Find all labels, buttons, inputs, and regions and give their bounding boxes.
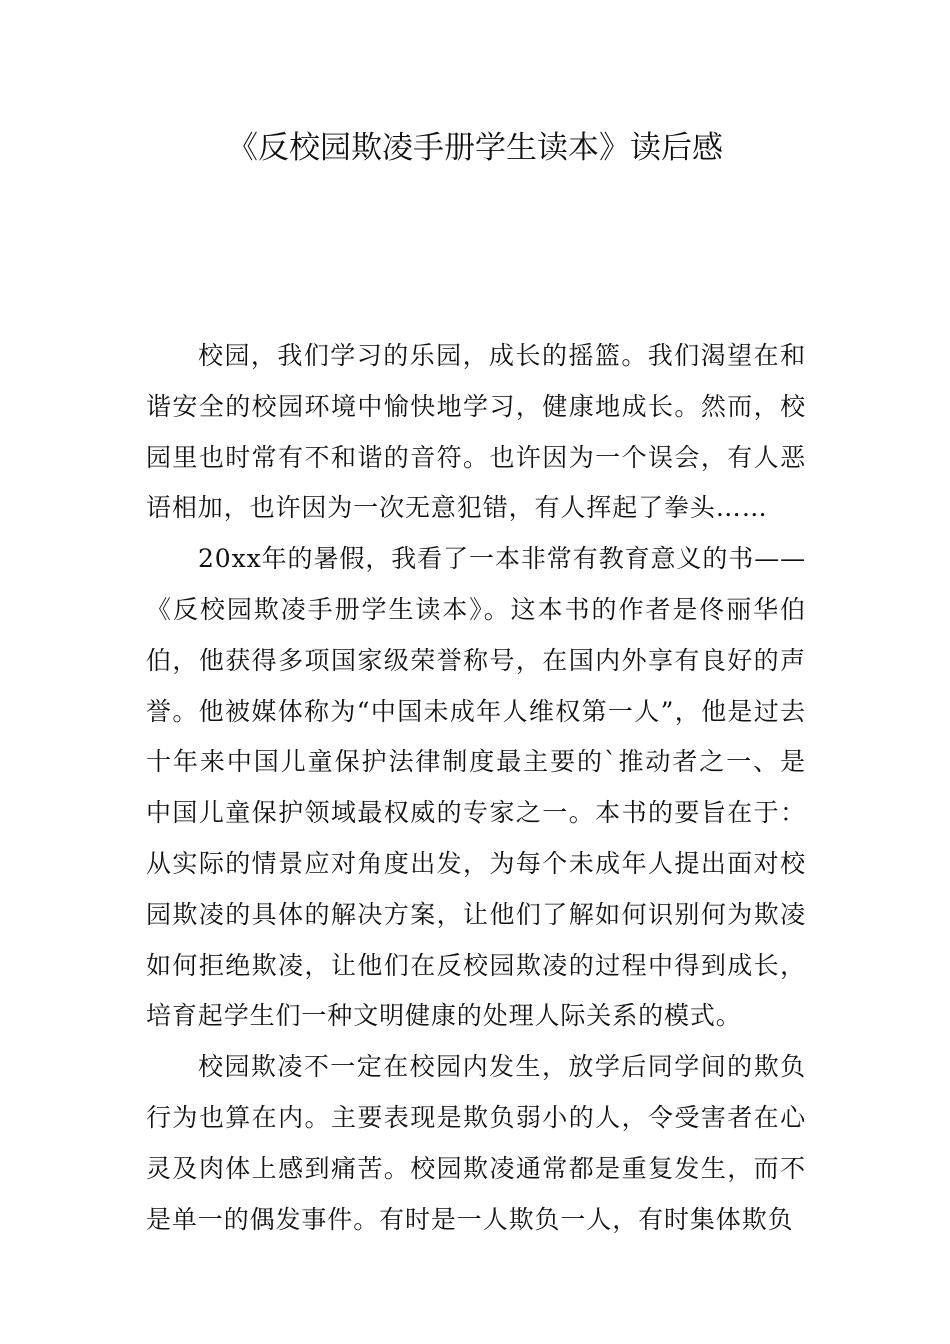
document-body <box>146 331 806 1245</box>
paragraph-book-introduction: 20xx年的暑假，我看了一本非常有教育意义的书——《反校园欺凌手册学生读本》。这本书的作者是佟丽华伯伯，他获得多项国家级荣誉称号，在国内外享有良好的声誉。他被媒体称为“中国未成年人维权第一人”，他是过去十年来中国儿童保护法律制度最主要的`推动者之一、是中国儿童保护领域最权威的专家之一。本书的要旨在于：从实际的情景应对角度出发，为每个未成年人提出面对校园欺凌的具体的解决方案，让他们了解如何识别何为欺凌如何拒绝欺凌，让他们在反校园欺凌的过程中得到成长，培育起学生们一种文明健康的处理人际关系的模式。 <box>146 544 806 1031</box>
paragraph-intro: 校园，我们学习的乐园，成长的摇篮。我们渴望在和谐安全的校园环境中愉快地学习，健康地成长。然而，校园里也时常有不和谐的音符。也许因为一个误会，有人恶语相加，也许因为一次无意犯错，有人挥起了拳头…… <box>146 341 806 523</box>
paragraph-bullying-definition: 校园欺凌不一定在校园内发生，放学后同学间的欺负行为也算在内。主要表现是欺负弱小的人，令受害者在心灵及肉体上感到痛苦。校园欺凌通常都是重复发生，而不是单一的偶发事件。有时是一人欺负一人，有时集体欺负 <box>146 1052 806 1234</box>
document-title: 《反校园欺凌手册学生读本》读后感 <box>227 130 723 166</box>
